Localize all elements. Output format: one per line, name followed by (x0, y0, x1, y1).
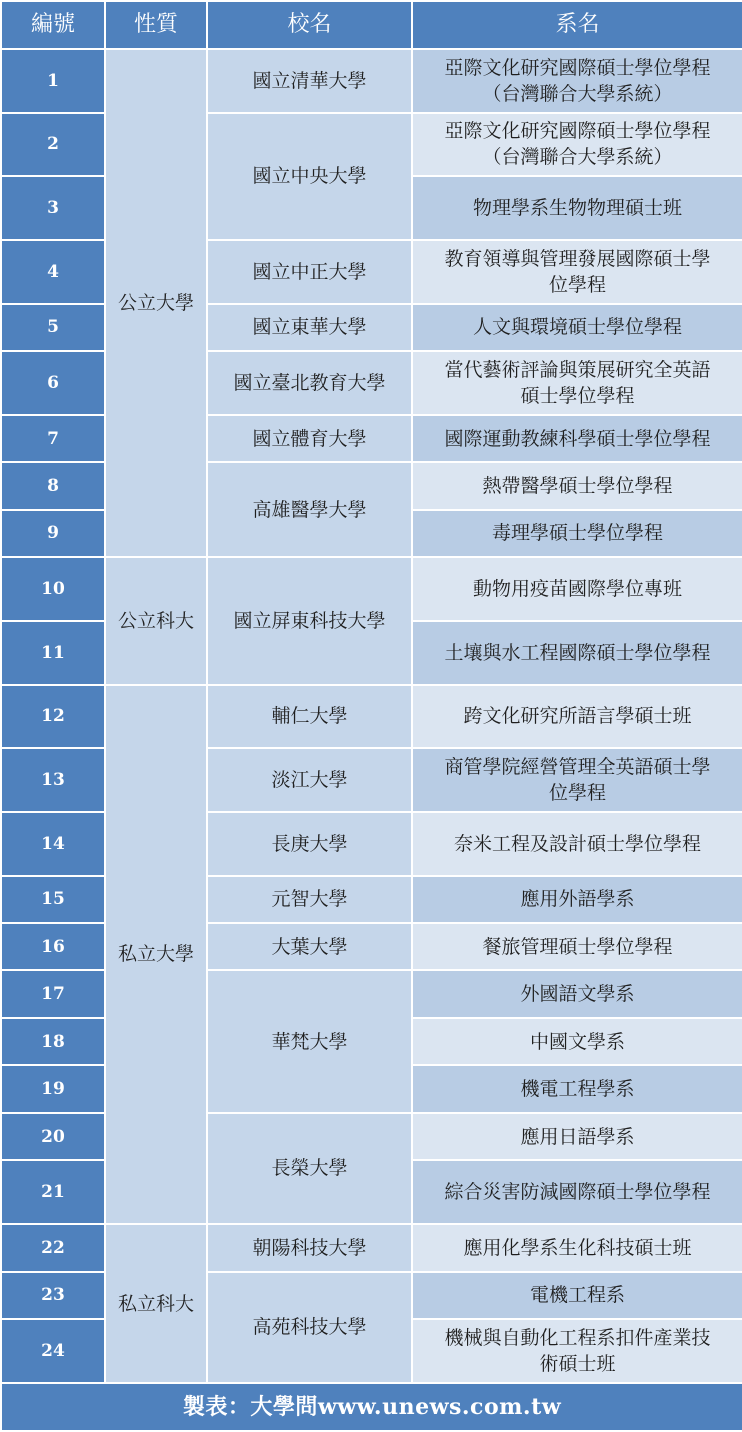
department-line: 餐旅管理碩士學位學程 (482, 935, 673, 958)
department-line: 商管學院經營管理全英語碩士學 (444, 756, 711, 779)
row-number: 23 (1, 1272, 105, 1319)
school-name: 長榮大學 (207, 1113, 412, 1224)
school-name: 大葉大學 (207, 923, 412, 970)
row-number: 12 (1, 685, 105, 749)
school-name: 國立清華大學 (207, 49, 412, 113)
department-line: 外國語文學系 (520, 983, 635, 1006)
school-name: 國立東華大學 (207, 304, 412, 351)
department-name (412, 1018, 742, 1065)
department-line: 位學程 (548, 782, 606, 805)
row-number: 5 (1, 304, 105, 351)
table-row (1, 49, 742, 113)
header-number: 編號 (1, 1, 105, 49)
school-name: 國立體育大學 (207, 415, 412, 462)
row-number: 8 (1, 462, 105, 509)
school-type: 私立大學 (105, 685, 207, 1225)
row-number: 16 (1, 923, 105, 970)
department-name (412, 1319, 742, 1383)
department-line: 亞際文化研究國際碩士學位學程 (444, 56, 711, 79)
department-line: 位學程 (548, 273, 606, 296)
row-number: 20 (1, 1113, 105, 1160)
department-line: 碩士學位學程 (520, 384, 635, 407)
department-line: 機電工程學系 (520, 1078, 635, 1101)
department-name (412, 510, 742, 557)
row-number: 3 (1, 176, 105, 240)
department-name (412, 462, 742, 509)
department-line: 應用化學系生化科技碩士班 (463, 1236, 692, 1259)
table-row (1, 685, 742, 749)
department-line: 綜合災害防減國際碩士學位學程 (444, 1181, 711, 1204)
header-department: 系名 (412, 1, 742, 49)
department-line: 當代藝術評論與策展研究全英語 (444, 358, 711, 381)
department-name (412, 415, 742, 462)
department-line: 機械與自動化工程系扣件產業技 (444, 1327, 711, 1350)
department-line: 電機工程系 (529, 1284, 625, 1307)
department-name (412, 1113, 742, 1160)
department-name (412, 812, 742, 876)
department-line: （台灣聯合大學系統） (482, 146, 673, 169)
header-type: 性質 (105, 1, 207, 49)
row-number: 24 (1, 1319, 105, 1383)
school-name: 高苑科技大學 (207, 1272, 412, 1383)
school-type: 私立科大 (105, 1224, 207, 1383)
school-name: 長庚大學 (207, 812, 412, 876)
school-name: 輔仁大學 (207, 685, 412, 749)
department-name (412, 685, 742, 749)
department-line: 人文與環境碩士學位學程 (472, 316, 682, 339)
department-line: 應用日語學系 (520, 1125, 635, 1148)
department-name (412, 351, 742, 415)
department-line: 毒理學碩士學位學程 (491, 522, 663, 545)
school-name: 國立屏東科技大學 (207, 557, 412, 684)
department-line: 亞際文化研究國際碩士學位學程 (444, 120, 711, 143)
row-number: 10 (1, 557, 105, 621)
row-number: 1 (1, 49, 105, 113)
row-number: 11 (1, 621, 105, 685)
department-name (412, 970, 742, 1017)
school-type: 公立大學 (105, 49, 207, 557)
department-name (412, 748, 742, 812)
department-line: 應用外語學系 (520, 888, 635, 911)
department-line: 術碩士班 (539, 1353, 616, 1376)
school-name: 國立中正大學 (207, 240, 412, 304)
header-row (1, 1, 742, 49)
department-name (412, 876, 742, 923)
department-name (412, 1065, 742, 1112)
table-credit: 製表：大學問www.unews.com.tw (1, 1383, 742, 1431)
department-line: 土壤與水工程國際碩士學位學程 (444, 641, 711, 664)
school-name: 國立臺北教育大學 (207, 351, 412, 415)
row-number: 9 (1, 510, 105, 557)
row-number: 2 (1, 113, 105, 177)
footer-row (1, 1383, 742, 1431)
department-line: 中國文學系 (529, 1030, 625, 1053)
row-number: 22 (1, 1224, 105, 1271)
department-line: 國際運動教練科學碩士學位學程 (444, 427, 711, 450)
row-number: 14 (1, 812, 105, 876)
school-type: 公立科大 (105, 557, 207, 684)
department-line: 熱帶醫學碩士學位學程 (482, 474, 673, 497)
department-name (412, 304, 742, 351)
table-body (1, 49, 742, 1383)
school-name: 高雄醫學大學 (207, 462, 412, 557)
department-name (412, 240, 742, 304)
department-name (412, 49, 742, 113)
department-line: 物理學系生物物理碩士班 (472, 197, 682, 220)
header-school: 校名 (207, 1, 412, 49)
department-name (412, 557, 742, 621)
department-name (412, 1224, 742, 1271)
school-name: 朝陽科技大學 (207, 1224, 412, 1271)
table-row (1, 1224, 742, 1271)
row-number: 17 (1, 970, 105, 1017)
row-number: 21 (1, 1160, 105, 1224)
school-name: 華梵大學 (207, 970, 412, 1112)
row-number: 6 (1, 351, 105, 415)
department-name (412, 923, 742, 970)
department-line: 教育領導與管理發展國際碩士學 (444, 247, 711, 270)
row-number: 18 (1, 1018, 105, 1065)
department-name (412, 176, 742, 240)
row-number: 13 (1, 748, 105, 812)
table-row (1, 557, 742, 621)
department-name (412, 113, 742, 177)
department-line: 奈米工程及設計碩士學位學程 (453, 832, 701, 855)
row-number: 19 (1, 1065, 105, 1112)
row-number: 15 (1, 876, 105, 923)
department-name (412, 1160, 742, 1224)
school-name: 元智大學 (207, 876, 412, 923)
department-line: （台灣聯合大學系統） (482, 82, 673, 105)
department-line: 動物用疫苗國際學位專班 (472, 578, 682, 601)
row-number: 4 (1, 240, 105, 304)
department-line: 跨文化研究所語言學碩士班 (463, 705, 692, 728)
row-number: 7 (1, 415, 105, 462)
school-name: 國立中央大學 (207, 113, 412, 240)
school-name: 淡江大學 (207, 748, 412, 812)
department-name (412, 621, 742, 685)
department-name (412, 1272, 742, 1319)
